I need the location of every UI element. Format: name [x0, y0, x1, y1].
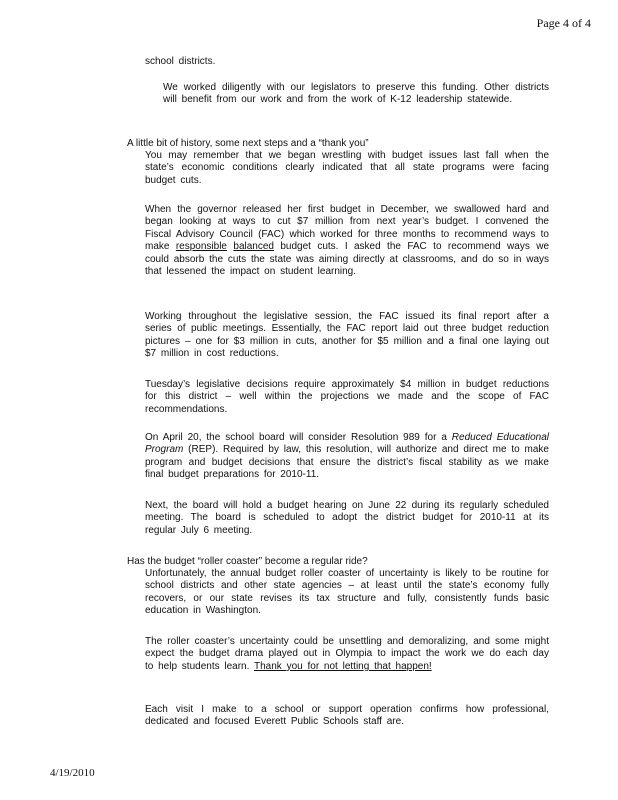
- paragraph-april-text-b: (REP). Required by law, this resolution, will authorize and direct me to make program and budget decisions that ensure the district’s fiscal stability as we make final budget preparations for 2010-11.: [145, 444, 549, 481]
- paragraph-unfortunately: Unfortunately, the annual budget roller coaster of uncertainty is likely to be routine for school districts and other state agencies – at least until the state’s economy fully recovers, or our state revises its tax structure and fully, consistently funds basic education in Washington.: [145, 568, 549, 617]
- lead-paragraph-1: We worked diligently with our legislators to preserve this funding. Other districts will benefit from our work and from the work of K-12 leadership statewide.: [163, 82, 549, 106]
- lead-paragraph-0: school districts.: [145, 56, 216, 67]
- paragraph-governor-text-c: budget cuts. I asked the FAC to recommend ways we could absorb the cuts the state was aiming directly at classrooms, and do so in ways that lessened the impact on student learning.: [145, 241, 550, 278]
- footer-date: 4/19/2010: [50, 767, 95, 779]
- paragraph-remember: You may remember that we began wrestling with budget issues last fall when the state’s economic conditions clearly indicated that all state programs were facing budget cuts.: [145, 150, 549, 186]
- paragraph-each-visit: Each visit I make to a school or support operation confirms how professional, dedicated and focused Everett Public Schools staff are.: [145, 704, 549, 728]
- paragraph-april-20: [145, 432, 549, 482]
- section-heading-roller-coaster: Has the budget “roller coaster” become a regular ride?: [127, 556, 368, 567]
- paragraph-governor-text-a: When the governor released her first budget in December, we swallowed hard and began looking at ways to cut $7 million from next year’s budget. I convened the Fiscal Advisory Council (FAC) which worked for three months to recommend ways to make: [145, 204, 549, 253]
- underlined-thank-you: Thank you for not letting that happen!: [254, 660, 432, 672]
- paragraph-april-text-a: On April 20, the school board will consider Resolution 989 for a: [145, 432, 452, 443]
- paragraph-budget-hearing: Next, the board will hold a budget hearing on June 22 during its regularly scheduled meeting. The board is scheduled to adopt the district budget for 2010-11 at its regular July 6 meeting.: [145, 500, 549, 536]
- paragraph-tuesday: Tuesday’s legislative decisions require approximately $4 million in budget reductions for this district – well within the projections we made and the scope of FAC recommendations.: [145, 379, 549, 415]
- underlined-responsible: responsible: [175, 241, 227, 253]
- section-heading-history: A little bit of history, some next steps and a “thank you”: [127, 138, 369, 149]
- page-number: Page 4 of 4: [536, 16, 591, 30]
- paragraph-uncertainty: [145, 636, 549, 673]
- paragraph-uncertainty-text: The roller coaster’s uncertainty could be unsettling and demoralizing, and some might expect the budget drama played out in Olympia to impact the work we do each day to help students learn.: [145, 636, 549, 672]
- paragraph-legislative-session: Working throughout the legislative session, the FAC issued its final report after a series of public meetings. Essentially, the FAC report laid out three budget reduction pictures – one for $3 million in cuts, another for $5 million and a final one laying out $7 million in cost reductions.: [145, 311, 549, 360]
- underlined-balanced: balanced: [233, 241, 274, 253]
- paragraph-governor: [145, 204, 549, 278]
- italic-reduced-program: Reduced Educational Program: [145, 432, 549, 456]
